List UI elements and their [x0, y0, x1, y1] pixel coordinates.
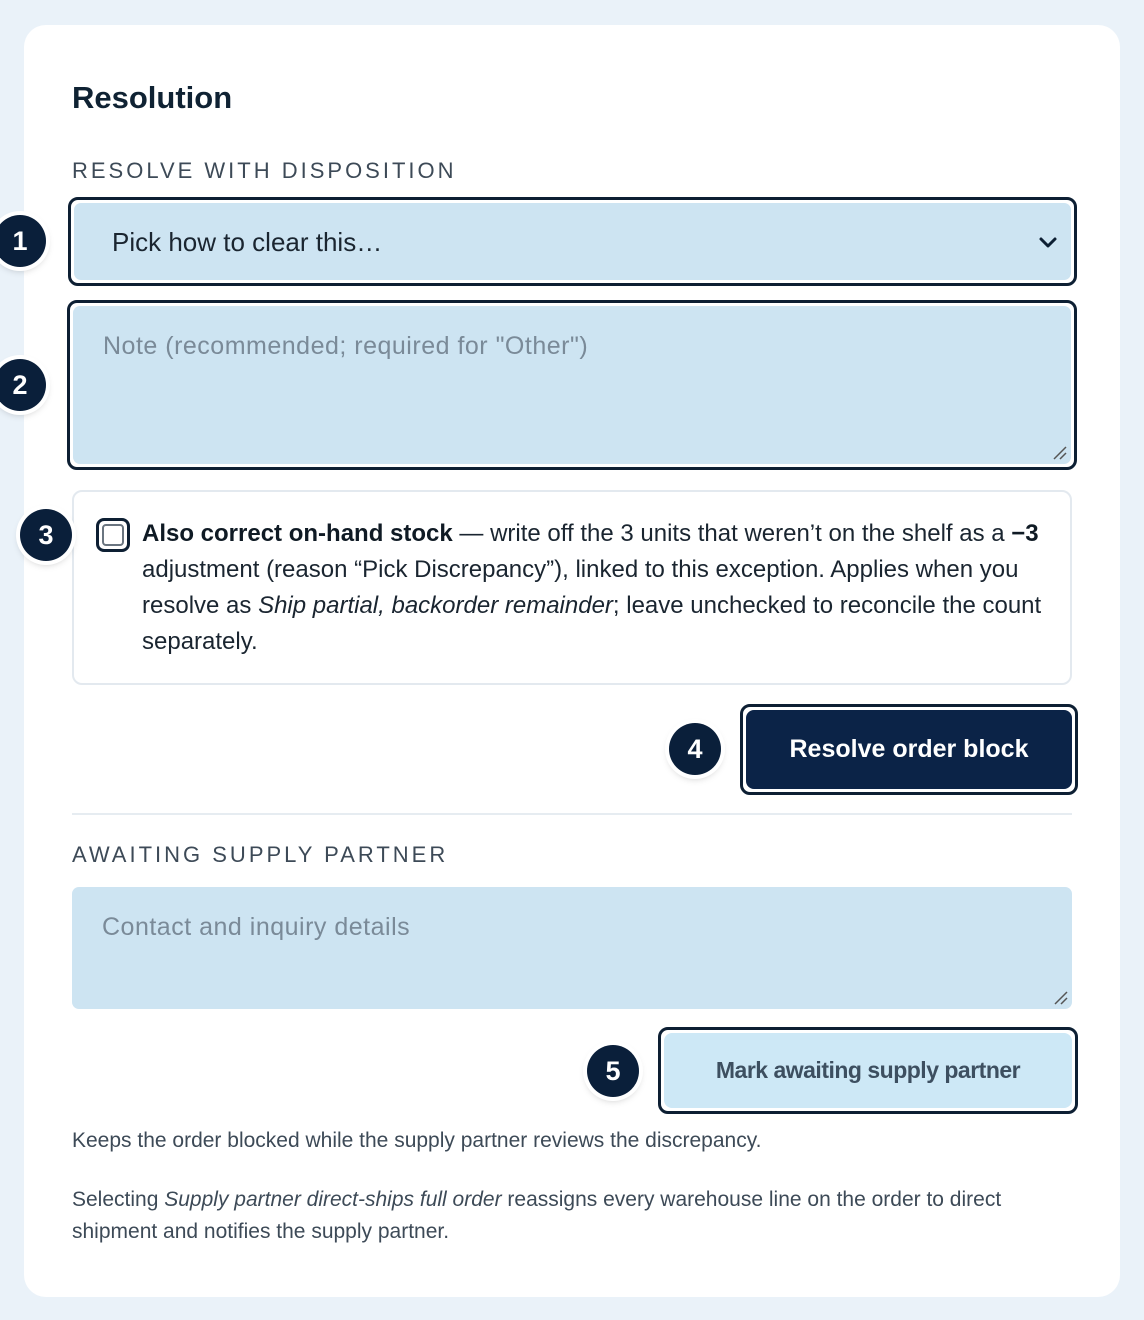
- stock-correction-text-2: adjustment (reason “Pick Discrepancy”), linked to this exception. Applies when you resolve as: [142, 556, 1019, 619]
- contact-details-placeholder: Contact and inquiry details: [102, 913, 411, 941]
- direct-ship-option: Supply partner direct-ships full order: [164, 1188, 502, 1211]
- contact-details-textarea[interactable]: [72, 887, 1072, 1009]
- direct-ship-help-pre: Selecting: [72, 1188, 165, 1211]
- step-badge-3: 3: [20, 509, 72, 561]
- resolve-button-focus-ring[interactable]: [740, 704, 1078, 795]
- stock-correction-lead: Also correct on-hand stock: [142, 520, 453, 547]
- chevron-down-icon: [1037, 231, 1059, 253]
- stock-correction-adjustment: −3: [1011, 520, 1039, 547]
- resize-handle-icon[interactable]: [1051, 444, 1067, 460]
- step-badge-5: 5: [587, 1045, 639, 1097]
- step-badge-4: 4: [669, 723, 721, 775]
- section-divider: [72, 813, 1072, 815]
- step-badge-1: 1: [0, 215, 46, 267]
- disposition-select[interactable]: [68, 197, 1077, 286]
- disposition-select-field[interactable]: [74, 203, 1071, 280]
- mark-awaiting-supply-partner-button[interactable]: Mark awaiting supply partner: [664, 1033, 1072, 1108]
- step-badge-2: 2: [0, 359, 46, 411]
- direct-ship-help-post: reassigns every warehouse line on the order to direct shipment and notifies the supply partner.: [72, 1188, 1002, 1243]
- disposition-selected-value: Pick how to clear this…: [112, 227, 383, 257]
- stock-correction-checkbox[interactable]: [96, 518, 130, 552]
- stock-correction-text-1: — write off the 3 units that weren’t on the shelf as a: [452, 520, 1012, 547]
- note-placeholder: Note (recommended; required for "Other"): [103, 332, 589, 360]
- checkbox-box[interactable]: [102, 524, 124, 546]
- stock-correction-description: [142, 516, 1052, 660]
- supply-partner-label: AWAITING SUPPLY PARTNER: [72, 842, 449, 867]
- mark-awaiting-focus-ring[interactable]: [658, 1027, 1078, 1114]
- resolve-order-block-button[interactable]: Resolve order block: [746, 710, 1072, 789]
- stock-correction-panel: [72, 490, 1072, 685]
- section-title: Resolution: [72, 80, 233, 115]
- direct-ship-help-text: [72, 1184, 1082, 1248]
- note-textarea[interactable]: [67, 300, 1077, 470]
- disposition-label: RESOLVE WITH DISPOSITION: [72, 158, 457, 183]
- note-textarea-field[interactable]: [73, 306, 1071, 464]
- awaiting-help-text: Keeps the order blocked while the supply partner reviews the discrepancy.: [72, 1129, 762, 1152]
- stock-correction-option: Ship partial, backorder remainder: [258, 592, 613, 619]
- resize-handle-icon[interactable]: [1052, 989, 1068, 1005]
- stock-correction-text-3: ; leave unchecked to reconcile the count separately.: [142, 592, 1042, 655]
